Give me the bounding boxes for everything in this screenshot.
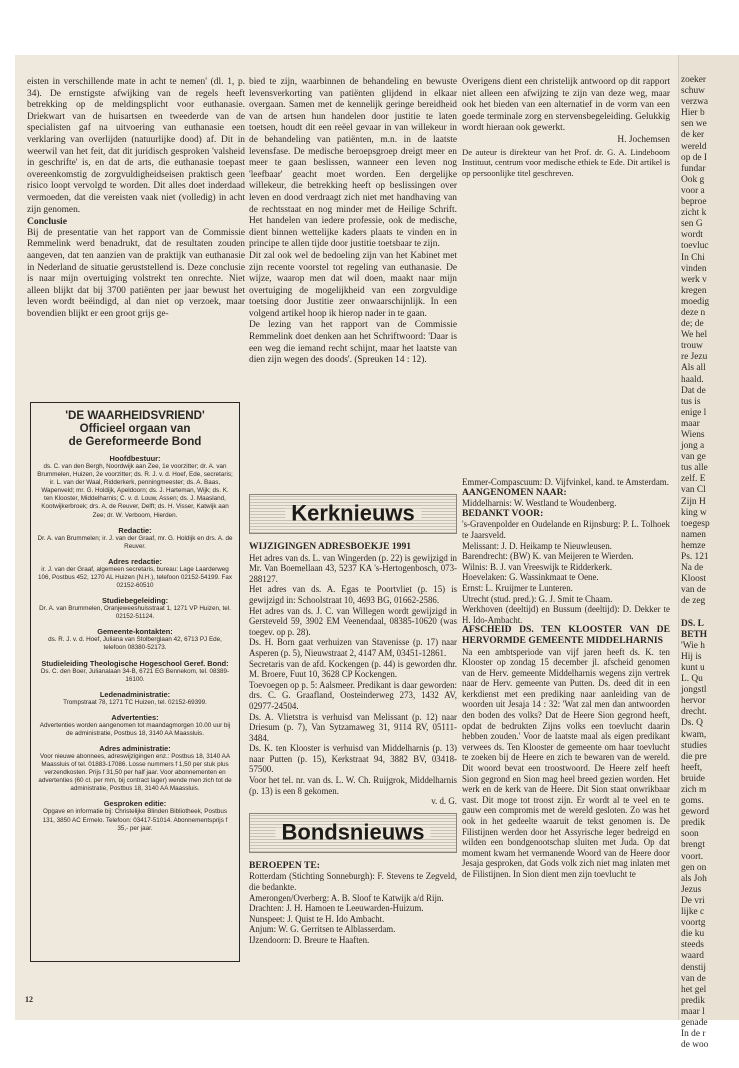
facing-page-fragment: heeft, xyxy=(681,762,703,773)
facing-page-fragment: trouw xyxy=(681,341,703,352)
facing-page-fragment: hemze xyxy=(681,540,706,551)
facing-page-fragment: Ook g xyxy=(681,174,705,185)
facing-page-fragment: Dat de xyxy=(681,385,706,396)
masthead-section-text: Voor nieuwe abonnees, adreswijzigingen enz.: Postbus 18, 3140 AA Maassluis of tel. 01883-17086. Losse nummers f 1,50 per stuk plus verzendkosten. Prijs f 31,50 per half jaar. Voor abonnementen en advertenties (60 ct. per mm, bij contract lager) wende men zich tot de administratie, Postbus 18, 3140 AA Maassluis. xyxy=(38,752,232,793)
masthead-section-text: Dr. A. van Brummelen, Oranjeweeshuisstraat 1, 1271 VP Huizen, tel. 02152-51124. xyxy=(39,605,231,621)
facing-page-fragment: vinden xyxy=(681,263,707,274)
facing-page-fragment: de zeg xyxy=(681,596,706,607)
masthead-section-text: Advertenties worden aangenomen tot maandagmorgen 10.00 uur bij de administratie, Postbus 18, 3140 AA Maassluis. xyxy=(39,721,231,737)
news-item: Het adres van ds. J. C. van Willegen wordt gewijzigd in Gersteveld 59, 3902 EM Veenendaal, 08385-10620 (was toegev. op p. 28). xyxy=(249,605,457,637)
facing-page-fragment: soon xyxy=(681,829,699,840)
news-item: Werkhoven (deeltijd) en Bussum (deeltijd): D. Dekker te H. Ido-Ambacht. xyxy=(462,604,670,625)
facing-page-edge xyxy=(678,55,739,1051)
masthead-title: 'DE WAARHEIDSVRIEND' xyxy=(65,409,205,422)
news-item: Drachten: J. H. Hamoen te Leeuwarden-Huizum. xyxy=(249,903,424,914)
author-credit: De auteur is direkteur van het Prof. dr. G. A. Lindeboom Instituut, centrum voor medische ethiek te Ede. Dit artikel is op persoonlijke titel geschreven. xyxy=(462,146,670,178)
news-column-3 xyxy=(462,477,670,880)
section-heading: BEROEPEN TE: xyxy=(249,859,320,871)
facing-page-fragment: de; de xyxy=(681,319,704,330)
article-paragraph: eisten in verschillende mate in acht te nemen' (dl. 1, p. 34). De ernstigste afwijking van de regels heeft betrekking op de meldingsplicht voor euthanasie. Driekwart van de huisartsen en tweederde van de specialisten gaf na uitvoering van euthanasie een verklaring van overlijden (natuurlijke dood) af. Dit in weerwil van het feit, dat dit juridisch gesproken 'valsheid in geschrifte' is, en dat de arts, die euthanasie toepast overeenkomstig de zorgvuldigheidseisen praktisch geen risico loopt vervolgd te worden. Dit alles doet inderdaad vermoeden, dat die vereisten vaak niet (volledig) in acht zijn genomen. xyxy=(27,77,245,215)
masthead-section-heading: Adres administratie: xyxy=(99,743,171,753)
facing-page-fragment: hervor xyxy=(681,696,706,707)
facing-page-fragment: maar l xyxy=(681,1006,705,1017)
facing-page-fragment: het gel xyxy=(681,984,707,995)
facing-page-fragment: verzwa xyxy=(681,97,709,108)
article-paragraph: Dit zal ook wel de bedoeling zijn van het Kabinet met zijn recente voorstel tot regeling van euthanasie. De wijze, waarop men dat wil doen, maakt naar mijn overtuiging de mogelijkheid van een zorgvuldige toetsing door Justitie zeer onwaarschijnlijk. In een volgend artikel hoop ik hierop nader in te gaan. xyxy=(249,250,457,319)
masthead-subtitle: Officieel orgaan van xyxy=(79,422,191,435)
facing-page-fragment: van ge xyxy=(681,452,706,463)
facing-page-fragment: van de xyxy=(681,973,706,984)
facing-page-fragment: Ps. 121 xyxy=(681,552,709,563)
news-item: 's-Gravenpolder en Oudelande en Rijnsburg: P. L. Tolhoek te Jaarsveld. xyxy=(462,519,670,540)
facing-page-fragment: steeds xyxy=(681,940,704,951)
facing-page-fragment: op de I xyxy=(681,152,708,163)
news-item: IJzendoorn: D. Breure te Haaften. xyxy=(249,935,370,945)
facing-page-fragment: waard xyxy=(681,951,704,962)
facing-page-fragment: DS. L xyxy=(681,618,704,629)
facing-page-fragment: fundar xyxy=(681,163,706,174)
facing-page-fragment: zoeker xyxy=(681,75,706,85)
news-item: Ds. A. Vlietstra is verhuisd van Melissant (p. 12) naar Driesum (p. 7), Van Sytzamaweg 31, 9114 RV, 05111-3484. xyxy=(249,711,457,743)
facing-page-fragment: werk v xyxy=(681,274,707,285)
news-item: Ernst: L. Kruijmer te Lunteren. xyxy=(462,582,573,593)
masthead-section-heading: Gesproken editie: xyxy=(103,799,167,809)
facing-page-fragment: kregen xyxy=(681,285,707,296)
article-paragraph: bied te zijn, waarbinnen de behandeling en bewuste levensverkorting van patiënten glijdend in elkaar overgaan. Samen met de kennelijk geringe bereidheid van de artsen hun handelen door justitie te laten toetsen, houdt dit een reëel gevaar in van willekeur in de behandeling van patiënten, m.n. in de laatste levensfase. De medische beroepsgroep dreigt meer en meer te gaan beslissen, wanneer een leven nog 'leefbaar' geacht moet worden. Een dergelijke willekeur, die betrekking heeft op beslissingen over leven en dood verdraagt zich niet met handhaving van de rechtsstaat en nog minder met de Heilige Schrift. Het handelen van iedere professie, ook de medische, dient binnen wettelijke kaders plaats te vinden en in principe te allen tijde door justitie toetsbaar te zijn. xyxy=(249,77,457,250)
facing-page-fragment: enige l xyxy=(681,407,707,418)
author-signature: H. Jochemsen xyxy=(617,134,670,145)
facing-page-fragment: denstij xyxy=(681,962,706,973)
facing-page-fragment: re Jezu xyxy=(681,352,708,363)
news-item: Ds. H. Born gaat verhuizen van Stavenisse (p. 17) naar Asperen (p. 5), Nieuwstraat 2, 4147 AM, 03451-12861. xyxy=(249,637,457,658)
facing-page-fragment: sen we xyxy=(681,119,707,130)
facing-page-fragment: jongstl xyxy=(681,685,707,696)
facing-page-fragment: zelf. E xyxy=(681,474,706,485)
kerknieuws-banner-title: Kerknieuws xyxy=(285,509,421,520)
facing-page-fragment: voortg xyxy=(681,918,706,929)
facing-page-fragment: wordt xyxy=(681,230,703,241)
news-item: Anjum: W. G. Gerritsen te Alblasserdam. xyxy=(249,924,396,935)
facing-page-fragment: beproe xyxy=(681,197,707,208)
facing-page-fragment: de woo xyxy=(681,1040,709,1051)
news-item: Secretaris van de afd. Kockengen (p. 44) is geworden dhr. M. Broere, Fuut 10, 3628 CP Kockengen. xyxy=(249,658,457,680)
facing-page-fragment: Hier b xyxy=(681,108,705,119)
news-item: Emmer-Compascuum: D. Vijfvinkel, kand. te Amsterdam. xyxy=(462,477,669,487)
news-item: Middelharnis: W. Westland te Woudenberg. xyxy=(462,498,617,509)
facing-page-fragment: toevluc xyxy=(681,241,709,252)
news-item: Amerongen/Overberg: A. B. Sloof te Katwijk a/d Rijn. xyxy=(249,892,444,903)
masthead-box xyxy=(30,402,240,962)
facing-page-fragment: Als all xyxy=(681,363,706,374)
masthead-section-text: ds. C. van den Bergh, Noordwijk aan Zee, 1e voorzitter; dr. A. van Brummelen, Huizen, 2e voorzitter; ds. R. J. v. d. Hoef, Ede, secretaris; ir. L. van der Waal, Ridderkerk, penningmeester; ds. A. Baas, Wapenveld; mr. G. Holdijk, Apeldoorn; ds. J. Harteman, Wijk; ds. K. ten Klooster, Middelharnis; C. v. d. Louw, Assen; ds. J. Maasland, Kootwijkerbroek; drs. A. de Reuver, Delft; ds. H. Visser, Katwijk aan Zee; dr. W. Verboom, Hierden. xyxy=(37,463,233,519)
facing-page-fragment: In de r xyxy=(681,1029,706,1040)
masthead-section-text: ir. J. van der Graaf, algemeen secretaris, bureau: Lage Laarderweg 106, Postbus 452, 1270 AL Huizen (N.H.), telefoon 02152-54199. Fax 02152-60510 xyxy=(37,565,233,590)
masthead-section-text: Trompstraat 78, 1271 TC Huizen, tel. 02152-69399. xyxy=(63,698,207,706)
conclusion-heading: Conclusie xyxy=(27,216,67,228)
facing-page-fragment: voort. xyxy=(681,851,704,862)
page-number: 12 xyxy=(25,995,33,1004)
facing-page-fragment: van de xyxy=(681,585,706,596)
bondsnieuws-banner xyxy=(249,813,457,853)
news-item: Melissant: J. D. Heikamp te Nieuwleusen. xyxy=(462,540,612,551)
facing-page-fragment: brengt xyxy=(681,840,705,851)
section-heading: AANGENOMEN NAAR: xyxy=(462,486,567,498)
news-column xyxy=(249,494,457,946)
article-column-1 xyxy=(27,77,245,320)
facing-page-fragment: toegesp xyxy=(681,518,710,529)
facing-page-fragment: We hel xyxy=(681,330,708,341)
facing-page-fragment: zich m xyxy=(681,785,707,795)
masthead-section-heading: Ledenadministratie: xyxy=(99,689,171,699)
facing-page-fragment: studies xyxy=(681,740,708,751)
facing-page-fragment: Zijn H xyxy=(681,496,706,507)
masthead-section-heading: Studiebegeleiding: xyxy=(101,596,169,606)
facing-page-fragment: 'Wie h xyxy=(681,640,705,651)
facing-page-fragment: moedig xyxy=(681,296,710,307)
facing-page-fragment: kwam, xyxy=(681,729,707,740)
facing-page-fragment: De vri xyxy=(681,895,705,906)
facing-page-text xyxy=(681,75,710,1051)
news-signoff: v. d. G. xyxy=(431,796,457,807)
facing-page-fragment: bruide xyxy=(681,773,705,784)
article-paragraph: De lezing van het rapport van de Commissie Remmelink doet denken aan het Schriftwoord: 'Daar is een weg die iemand recht schijnt, maar het laatste van dien zijn wegen des doods'. (Spreuken 14 : 12). xyxy=(249,320,457,366)
masthead-section-text: Opgave en informatie bij: Christelijke Blinden Bibliotheek, Postbus 131, 3850 AC Ermelo. Telefoon: 03417-51014. Abonnementsprijs f 35,- per jaar. xyxy=(42,808,228,832)
facing-page-fragment: jong a xyxy=(681,441,705,452)
facing-page-fragment: deze n xyxy=(681,307,706,318)
facing-page-fragment: drecht. xyxy=(681,707,707,718)
facing-page-fragment: zicht k xyxy=(681,208,707,219)
facing-page-fragment: tus is xyxy=(681,396,701,407)
news-item: Nunspeet: J. Quist te H. Ido Ambacht. xyxy=(249,913,385,924)
facing-page-fragment: lijke c xyxy=(681,907,705,918)
masthead-section-heading: Redactie: xyxy=(118,525,152,535)
news-article: Na een ambtsperiode van vijf jaren heeft ds. K. ten Klooster op zondag 15 december jl. afscheid genomen van de Herv. gemeente Middelharnis wegens zijn vertrek naar de Herv. gemeente van Putten. Ds. deed dit in een kerkdienst met een prediking naar aanleiding van de woorden uit Jesaja 14 : 32: 'Wat zal men dan antwoorden den boden des volks? Dat de Heere Sion gegrond heeft, opdat de bedrukten Zijns volks een toevlucht daarin hebben zouden.' Voor de laatste maal als eigen predikant verwees ds. Ten Klooster de gemeente om haar toevlucht te zoeken bij de Heere en zich te bewaren van de wereld. Dit woord bevat een troostwoord. De Heere zelf heeft Sion gegrond en Sion mag heel breed gezien worden. Het werk en de kerk van de Heere. Dit Sion staat onwrikbaar vast. Dit moge tot troost zijn. Er wordt al te veel en te gauw een compromis met de wereld gesloten. Zo was het ook in het gedeelte waaruit de tekst genomen is. De Filistijnen werden door het Assyrische leger bedreigd en wilden een bondgenootschap sluiten met Juda. Op dat moment kwam het vermanende Woord van de Heere door Jesaja gesproken, dat Gods volk zich niet mag inlaten met de Filistijnen. In Sion dient men zijn toevlucht te xyxy=(462,646,670,879)
article-column-3 xyxy=(462,77,670,178)
facing-page-fragment: Wiens xyxy=(681,430,705,440)
news-item: Utrecht (stud. pred.): G. J. Smit te Chaam. xyxy=(462,593,613,604)
facing-page-fragment: tus alle xyxy=(681,463,708,474)
news-item: Toevoegen op p. 5: Aalsmeer. Predikant is daar geworden: drs. C. G. Graafland, Oosteinderweg 273, 1432 AV, 02977-24504. xyxy=(249,679,457,711)
facing-page-fragment: voor a xyxy=(681,185,705,196)
facing-page-fragment: schuw xyxy=(681,86,705,97)
article-column-2 xyxy=(249,77,457,367)
facing-page-fragment: gen on xyxy=(681,862,707,873)
facing-page-fragment: als Joh xyxy=(681,873,707,884)
facing-page-fragment: Ds. Q xyxy=(681,718,703,729)
facing-page-fragment: predik xyxy=(681,995,705,1006)
facing-page-fragment: sen G xyxy=(681,219,703,230)
facing-page-fragment: die ku xyxy=(681,929,705,940)
facing-page-fragment: wereld xyxy=(681,141,707,152)
news-item: Rotterdam (Stichting Sonneburgh): F. Stevens te Zegveld, die bedankte. xyxy=(249,871,457,893)
facing-page-fragment: maar xyxy=(681,418,700,429)
facing-page-fragment: geword xyxy=(681,807,710,818)
news-item: Het adres van ds. L. van Wingerden (p. 22) is gewijzigd in Mr. Van Boemellaan 43, 5237 KA 's-Hertogenbosch, 073-288127. xyxy=(249,552,457,584)
masthead-section-heading: Advertenties: xyxy=(111,712,159,722)
facing-page-fragment: genade xyxy=(681,1017,708,1028)
article-paragraph: Overigens dient een christelijk antwoord op dit rapport niet alleen een afwijzing te zijn van deze weg, maar ook het bieden van een alternatief in de vorm van een goede terminale zorg en stervensbegeleiding. Gelukkig wordt hieraan ook gewerkt. xyxy=(462,77,670,134)
facing-page-fragment: Kloost xyxy=(681,574,707,585)
article-paragraph: Bij de presentatie van het rapport van de Commissie Remmelink werd benadrukt, dat de resultaten zouden aangeven, dat ten aanzien van de praktijk van euthanasie in Nederland de situatie geruststellend is. Deze conclusie is naar mijn overtuiging volstrekt ten onrechte. Niet alleen blijkt dat bij 3700 patiënten per jaar bewust het leven wordt beëindigd, al dan niet op verzoek, maar bovendien blijkt er een groot grijs ge- xyxy=(27,227,245,319)
facing-page-fragment: die pre xyxy=(681,751,707,762)
masthead-section-text: Ds. C. den Boer, Julianalaan 34-B, 6721 EG Bennekom, tel. 08389-16100. xyxy=(40,667,230,683)
facing-page-fragment: de ker xyxy=(681,130,705,141)
bondsnieuws-banner-title: Bondsnieuws xyxy=(275,828,430,839)
magazine-page xyxy=(15,55,678,1020)
news-item: Het adres van ds. A. Egas te Poortvliet (p. 15) is gewijzigd in: Schoolstraat 10, 4693 BG, 01662-2586. xyxy=(249,584,457,605)
facing-page-fragment: Na de xyxy=(681,563,704,574)
facing-page-fragment: predik xyxy=(681,818,705,829)
masthead-section-text: ds. R. J. v. d. Hoef, Juliana van Stolberglaan 42, 6713 PJ Ede, telefoon 08380-52173. xyxy=(48,636,222,652)
masthead-section-heading: Studieleiding Theologische Hogeschool Geref. Bond: xyxy=(41,658,229,668)
facing-page-fragment: van Cl xyxy=(681,485,706,496)
facing-page-fragment: Hij is xyxy=(681,651,702,662)
facing-page-fragment xyxy=(681,608,710,619)
masthead-section-heading: Adres redactie: xyxy=(108,556,162,566)
section-heading: AFSCHEID DS. TEN KLOOSTER VAN DE HERVORMDE GEMEENTE MIDDELHARNIS xyxy=(462,624,670,646)
section-heading: BEDANKT VOOR: xyxy=(462,507,544,519)
facing-page-fragment: Jezus xyxy=(681,884,702,895)
facing-page-fragment: king w xyxy=(681,507,707,518)
news-item: Hoevelaken: G. Wassinkmaat te Oene. xyxy=(462,572,599,583)
news-item: Ds. K. ten Klooster is verhuisd van Middelharnis (p. 13) naar Putten (p. 15), Kerkstraat 94, 3882 BV, 03418-57500. xyxy=(249,743,457,775)
facing-page-fragment: haald. xyxy=(681,374,704,385)
masthead-section-heading: Gemeente-kontakten: xyxy=(97,627,173,637)
facing-page-fragment: In Chi xyxy=(681,252,705,263)
facing-page-fragment: kunt u xyxy=(681,662,705,673)
masthead-section-text: Dr. A. van Brummelen; ir. J. van der Graaf, mr. G. Holdijk en drs. A. de Reuver. xyxy=(37,534,233,550)
facing-page-fragment: goms. xyxy=(681,796,704,807)
news-item: Barendrecht: (BW) K. van Meijeren te Wierden. xyxy=(462,551,634,562)
section-heading: WIJZIGINGEN ADRESBOEKJE 1991 xyxy=(249,541,412,552)
masthead-subtitle: de Gereformeerde Bond xyxy=(68,435,202,448)
masthead-section-heading: Hoofdbestuur: xyxy=(109,454,161,463)
facing-page-fragment: namen xyxy=(681,529,706,540)
facing-page-fragment: L. Qu xyxy=(681,674,703,685)
news-item: Wilnis: B. J. van Vreeswijk te Ridderkerk. xyxy=(462,561,613,572)
kerknieuws-banner xyxy=(249,494,457,534)
news-item: Voor het tel. nr. van ds. L. W. Ch. Ruijgrok, Middelharnis (p. 13) is een 8 gekomen. xyxy=(249,775,457,796)
facing-page-fragment: BETH xyxy=(681,629,708,640)
